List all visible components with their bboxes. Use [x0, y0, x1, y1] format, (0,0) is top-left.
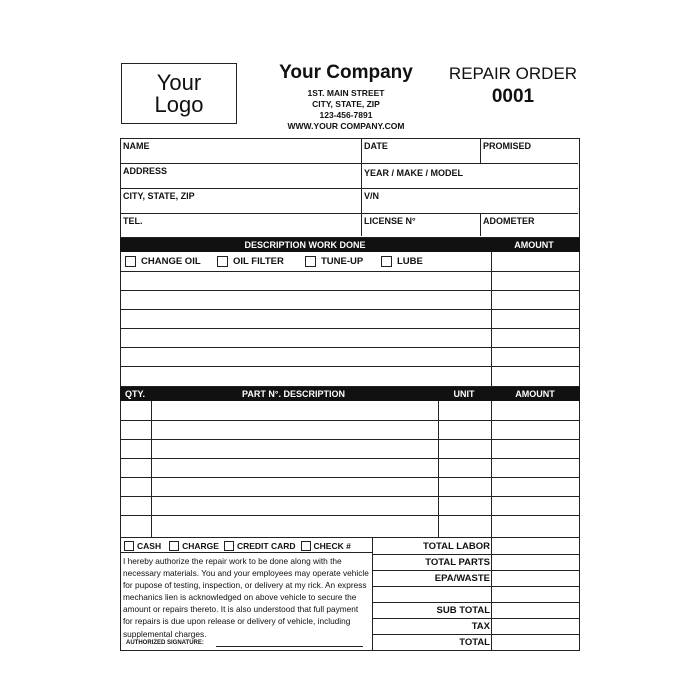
parts-row-line [121, 496, 579, 497]
authorization-disclaimer: I hereby authorize the repair work to be done along with the necessary materials. You and your employees may operate vehicle for pupose of testing, inspection, or delivery at my rick. An express mechanics lien is acknowledged on above vehicle to secure the amount or repairs thereto. It is also understood that full payment for repairs is due upon release or delivery of vehicle, including supplemental charges. [123, 556, 369, 639]
checkbox-box[interactable] [301, 541, 311, 551]
vin-field[interactable] [362, 189, 578, 214]
company-name: Your Company [279, 62, 413, 83]
totals-row-line [372, 570, 579, 571]
parts-row-line [121, 420, 579, 421]
sub-total-label: SUB TOTAL [436, 605, 490, 616]
year-make-model-field[interactable] [362, 164, 578, 189]
work-row-line [121, 328, 579, 329]
cash-checkbox[interactable] [124, 541, 161, 551]
name-label: NAME [123, 141, 150, 151]
lube-label: LUBE [397, 256, 423, 267]
work-description-header: DESCRIPTION WORK DONE [244, 240, 366, 250]
parts-amount-header: AMOUNT [515, 389, 555, 399]
work-row-line [121, 309, 579, 310]
work-header-bar [120, 238, 580, 252]
company-block [262, 62, 430, 132]
odometer-field[interactable] [481, 214, 578, 236]
repair-order-number: 0001 [491, 86, 535, 107]
change-oil-label: CHANGE OIL [141, 256, 201, 267]
year-make-model-label: YEAR / MAKE / MODEL [364, 168, 464, 178]
checkbox-box[interactable] [224, 541, 234, 551]
tel-field[interactable] [121, 214, 362, 236]
work-row-line [121, 290, 579, 291]
date-label: DATE [364, 141, 388, 151]
logo-line-2: Logo [154, 92, 204, 117]
totals-row-line [372, 618, 579, 619]
customer-info-grid [120, 138, 580, 238]
credit-card-label: CREDIT CARD [236, 541, 296, 551]
tel-label: TEL. [123, 216, 143, 226]
parts-header-bar [120, 387, 580, 401]
epa-waste-label: EPA/WASTE [434, 573, 490, 584]
company-phone: 123-456-7891 [319, 110, 373, 120]
checkbox-box[interactable] [305, 256, 316, 267]
name-field[interactable] [121, 139, 362, 164]
charge-label: CHARGE [182, 541, 219, 551]
license-label: LICENSE N° [364, 216, 416, 226]
total-parts-label: TOTAL PARTS [425, 557, 490, 568]
payment-method-row [124, 541, 356, 551]
vin-label: V/N [364, 191, 380, 201]
oil-filter-label: OIL FILTER [233, 256, 284, 267]
check-checkbox[interactable] [301, 541, 351, 551]
work-amount-header: AMOUNT [514, 240, 554, 250]
total-labor-label: TOTAL LABOR [422, 541, 490, 552]
work-row-line [121, 271, 579, 272]
checkbox-box[interactable] [125, 256, 136, 267]
totals-row-line [372, 586, 579, 587]
promised-field[interactable] [481, 139, 578, 164]
amount-column-divider [491, 401, 492, 538]
checkbox-box[interactable] [124, 541, 134, 551]
parts-row-line [121, 458, 579, 459]
unit-header: UNIT [453, 389, 475, 399]
totals-row-line [372, 554, 579, 555]
payment-totals-section [120, 537, 580, 651]
oil-filter-checkbox[interactable] [217, 256, 284, 267]
logo-placeholder [121, 63, 237, 124]
qty-header: QTY. [124, 389, 145, 399]
totals-row-line [372, 634, 579, 635]
service-checkbox-row [121, 252, 491, 272]
part-description-header: PART N°. DESCRIPTION [242, 389, 345, 399]
company-address: 1ST. MAIN STREET [307, 88, 385, 98]
odometer-label: ADOMETER [483, 216, 535, 226]
tune-up-checkbox[interactable] [305, 256, 363, 267]
address-field[interactable] [121, 164, 362, 189]
repair-order-title: REPAIR ORDER [448, 64, 578, 83]
city-state-zip-field[interactable] [121, 189, 362, 214]
company-city: CITY, STATE, ZIP [312, 99, 380, 109]
checkbox-box[interactable] [381, 256, 392, 267]
total-label: TOTAL [459, 637, 490, 648]
company-website: WWW.YOUR COMPANY.COM [287, 121, 405, 131]
parts-row-line [121, 477, 579, 478]
change-oil-checkbox[interactable] [125, 256, 201, 267]
signature-label: AUTHORIZED SIGNATURE: [126, 640, 204, 646]
work-row-line [121, 366, 579, 367]
work-done-section [120, 237, 580, 387]
address-label: ADDRESS [123, 166, 168, 176]
qty-column-divider [151, 401, 152, 538]
logo-line-1: Your [156, 70, 202, 95]
tune-up-label: TUNE-UP [321, 256, 364, 267]
promised-label: PROMISED [483, 141, 532, 151]
city-state-zip-label: CITY, STATE, ZIP [123, 191, 195, 201]
lube-checkbox[interactable] [381, 256, 423, 267]
totals-row-line [372, 602, 579, 603]
work-row-line [121, 347, 579, 348]
credit-card-checkbox[interactable] [224, 541, 296, 551]
checkbox-box[interactable] [169, 541, 179, 551]
checkbox-box[interactable] [217, 256, 228, 267]
charge-checkbox[interactable] [169, 541, 219, 551]
parts-section [120, 387, 580, 538]
check-label: CHECK # [313, 541, 351, 551]
payment-underline [121, 552, 372, 553]
signature-line[interactable] [216, 646, 363, 647]
parts-row-line [121, 439, 579, 440]
date-field[interactable] [362, 139, 481, 164]
license-field[interactable] [362, 214, 481, 236]
unit-column-divider [438, 401, 439, 538]
cash-label: CASH [137, 541, 162, 551]
tax-label: TAX [471, 621, 490, 632]
parts-row-line [121, 515, 579, 516]
